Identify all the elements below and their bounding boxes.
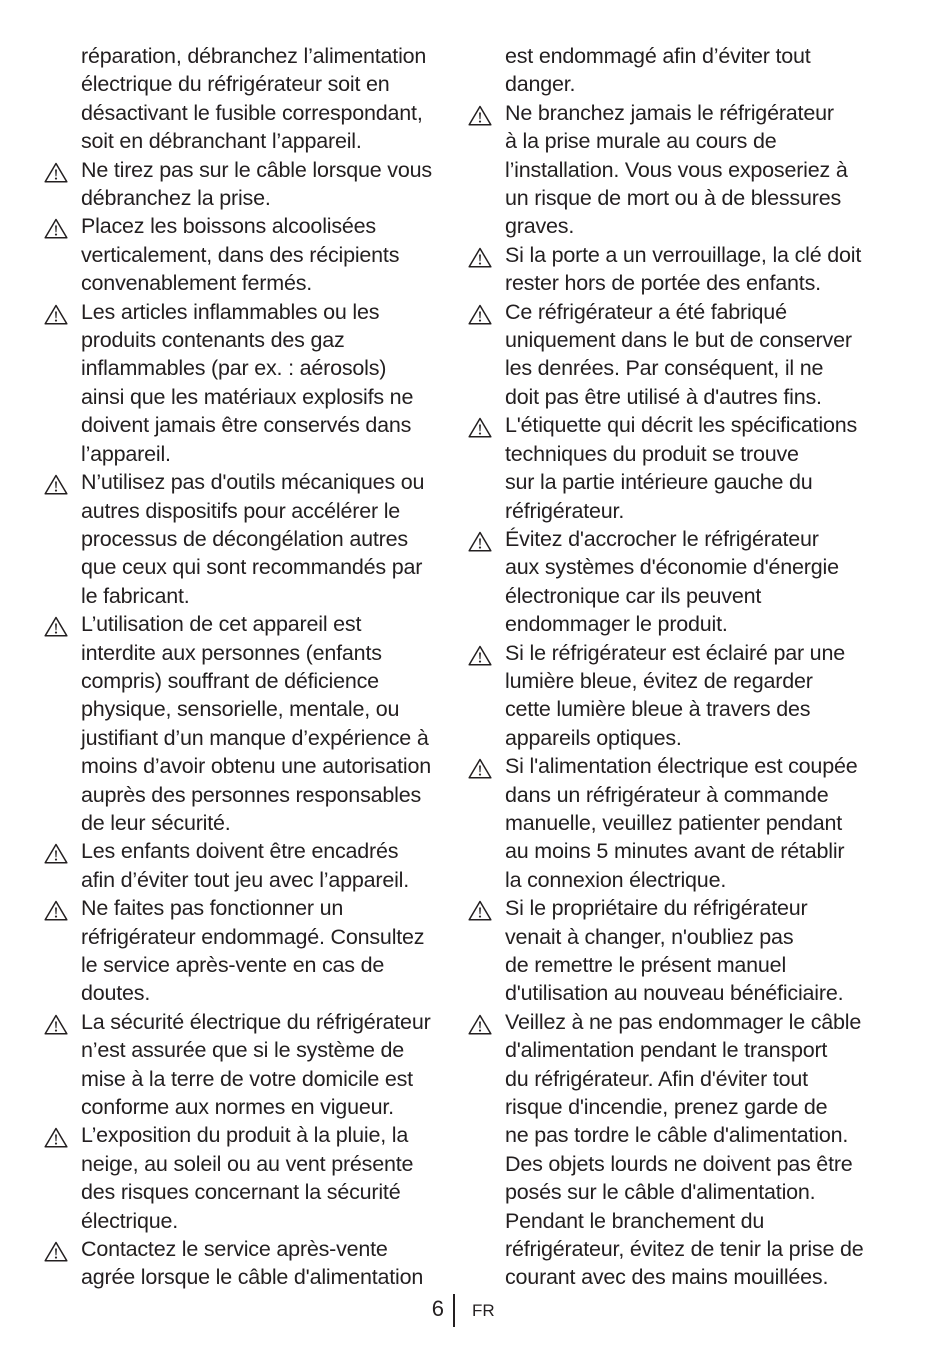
text-line: désactivant le fusible correspondant,	[81, 100, 423, 125]
text-line: mise à la terre de votre domicile est	[81, 1066, 413, 1091]
footer-divider	[453, 1294, 455, 1327]
text-line: lumière bleue, évitez de regarder	[505, 668, 813, 693]
text-line: ainsi que les matériaux explosifs ne	[81, 384, 414, 409]
warning-triangle-icon	[44, 1014, 68, 1035]
warning-triangle-icon	[44, 304, 68, 325]
text-line: L’utilisation de cet appareil est	[81, 612, 362, 637]
language-code: FR	[472, 1301, 495, 1320]
text-line: endommager le produit.	[505, 612, 728, 637]
text-line: rester hors de portée des enfants.	[505, 271, 821, 296]
text-line: du réfrigérateur. Afin d'éviter tout	[505, 1066, 808, 1091]
text-line: manuelle, veuillez patienter pendant	[505, 810, 843, 835]
warning-item	[468, 639, 878, 753]
text-line: doit pas être utilisé à d'autres fins.	[505, 384, 822, 409]
text-line: réparation, débranchez l’alimentation	[81, 44, 427, 68]
text-line: danger.	[505, 72, 576, 97]
page-footer	[0, 1294, 950, 1330]
text-line: Ne tirez pas sur le câble lorsque vous	[81, 157, 432, 182]
text-line: de remettre le présent manuel	[505, 953, 787, 977]
warning-triangle-icon	[44, 616, 68, 637]
text-line: L'étiquette qui décrit les spécifications	[505, 413, 858, 438]
text-line: Si le propriétaire du réfrigérateur	[505, 896, 808, 921]
warning-item	[468, 411, 878, 525]
text-line: Placez les boissons alcoolisées	[81, 214, 376, 239]
text-line: n’est assurée que si le système de	[81, 1038, 405, 1063]
text-line: ne pas tordre le câble d'alimentation.	[505, 1123, 849, 1148]
warning-item	[44, 1235, 444, 1292]
warning-triangle-icon	[44, 900, 68, 921]
text-line: processus de décongélation autres	[81, 526, 408, 551]
text-line: venait à changer, n'oubliez pas	[505, 924, 794, 949]
warning-item	[44, 468, 444, 610]
text-line: réfrigérateur, évitez de tenir la prise de	[505, 1237, 864, 1262]
text-line: produits contenants des gaz	[81, 328, 345, 353]
warning-item	[468, 1008, 878, 1292]
left-column	[44, 42, 444, 1292]
continued-text	[468, 42, 878, 99]
text-line: Ne faites pas fonctionner un	[81, 896, 344, 921]
text-line: conforme aux normes en vigueur.	[81, 1095, 394, 1120]
text-line: afin d’éviter tout jeu avec l’appareil.	[81, 867, 410, 892]
text-line: au moins 5 minutes avant de rétablir	[505, 839, 845, 864]
text-line: l’appareil.	[81, 441, 171, 466]
text-line: Si le réfrigérateur est éclairé par une	[505, 640, 845, 665]
text-line: inflammables (par ex. : aérosols)	[81, 356, 387, 381]
warning-triangle-icon	[44, 474, 68, 495]
text-line: les denrées. Par conséquent, il ne	[505, 356, 824, 381]
text-line: à la prise murale au cours de	[505, 129, 777, 154]
text-line: compris) souffrant de déficience	[81, 668, 379, 693]
text-line: le service après-vente en cas de	[81, 953, 385, 977]
text-line: débranchez la prise.	[81, 186, 271, 211]
text-line: électrique du réfrigérateur soit en	[81, 72, 390, 97]
text-line: auprès des personnes responsables	[81, 782, 422, 807]
text-line: réfrigérateur endommagé. Consultez	[81, 924, 425, 949]
text-line: graves.	[505, 214, 575, 239]
text-line: physique, sensorielle, mentale, ou	[81, 697, 400, 722]
text-line: est endommagé afin d’éviter tout	[505, 44, 811, 68]
text-line: N’utilisez pas d'outils mécaniques ou	[81, 470, 425, 495]
warning-triangle-icon	[468, 645, 492, 666]
text-line: de leur sécurité.	[81, 810, 231, 835]
text-line: Ne branchez jamais le réfrigérateur	[505, 100, 834, 125]
text-line: Si la porte a un verrouillage, la clé doit	[505, 242, 862, 267]
text-line: La sécurité électrique du réfrigérateur	[81, 1009, 431, 1034]
text-line: autres dispositifs pour accélérer le	[81, 498, 401, 523]
warning-triangle-icon	[468, 417, 492, 438]
text-line: le fabricant.	[81, 583, 190, 608]
text-line: que ceux qui sont recommandés par	[81, 555, 423, 580]
warning-item	[468, 894, 878, 1008]
text-line: Ce réfrigérateur a été fabriqué	[505, 299, 787, 324]
text-line: électrique.	[81, 1208, 178, 1233]
text-line: Les enfants doivent être encadrés	[81, 839, 399, 864]
text-line: Contactez le service après-vente	[81, 1237, 388, 1262]
text-line: aux systèmes d'économie d'énergie	[505, 555, 839, 580]
warning-item	[44, 298, 444, 468]
text-line: justifiant d’un manque d’expérience à	[81, 725, 429, 750]
warning-triangle-icon	[44, 1241, 68, 1262]
text-line: d'alimentation pendant le transport	[505, 1038, 828, 1063]
text-line: Veillez à ne pas endommager le câble	[505, 1009, 862, 1034]
text-line: convenablement fermés.	[81, 271, 313, 296]
warning-item	[44, 894, 444, 1008]
text-line: appareils optiques.	[505, 725, 682, 750]
continued-text	[44, 42, 444, 156]
text-line: soit en débranchant l’appareil.	[81, 129, 362, 154]
warning-item	[468, 298, 878, 412]
warning-item	[44, 610, 444, 837]
warning-triangle-icon	[44, 218, 68, 239]
text-line: Des objets lourds ne doivent pas être	[505, 1151, 853, 1176]
warning-item	[468, 241, 878, 298]
page-number: 6	[431, 1296, 444, 1321]
text-line: l’installation. Vous vous exposeriez à	[505, 157, 848, 182]
warning-triangle-icon	[44, 162, 68, 183]
text-line: uniquement dans le but de conserver	[505, 328, 852, 353]
text-line: techniques du produit se trouve	[505, 441, 799, 466]
text-line: L’exposition du produit à la pluie, la	[81, 1123, 409, 1148]
warning-triangle-icon	[468, 531, 492, 552]
warning-triangle-icon	[468, 105, 492, 126]
warning-triangle-icon	[44, 1127, 68, 1148]
text-line: Évitez d'accrocher le réfrigérateur	[505, 526, 819, 551]
warning-triangle-icon	[468, 247, 492, 268]
warning-triangle-icon	[44, 843, 68, 864]
text-line: moins d’avoir obtenu une autorisation	[81, 754, 431, 779]
warning-item	[468, 525, 878, 639]
warning-item	[468, 752, 878, 894]
text-line: sur la partie intérieure gauche du	[505, 470, 813, 495]
text-line: interdite aux personnes (enfants	[81, 640, 382, 665]
text-line: d'utilisation au nouveau bénéficiaire.	[505, 981, 844, 1006]
warning-triangle-icon	[468, 304, 492, 325]
text-line: doutes.	[81, 981, 151, 1006]
warning-triangle-icon	[468, 900, 492, 921]
text-line: verticalement, dans des récipients	[81, 242, 400, 267]
text-line: la connexion électrique.	[505, 867, 727, 892]
warning-triangle-icon	[468, 1014, 492, 1035]
text-line: un risque de mort ou à de blessures	[505, 186, 842, 211]
text-line: Les articles inflammables ou les	[81, 299, 380, 324]
text-line: électronique car ils peuvent	[505, 583, 762, 608]
warning-item	[44, 156, 444, 213]
warning-item	[44, 1008, 444, 1122]
warning-item	[44, 212, 444, 297]
text-line: posés sur le câble d'alimentation.	[505, 1180, 816, 1205]
text-line: réfrigérateur.	[505, 498, 625, 523]
text-line: courant avec des mains mouillées.	[505, 1265, 829, 1290]
warning-item	[44, 1121, 444, 1235]
text-line: cette lumière bleue à travers des	[505, 697, 811, 722]
text-line: risque d'incendie, prenez garde de	[505, 1095, 828, 1120]
warning-triangle-icon	[468, 758, 492, 779]
text-line: doivent jamais être conservés dans	[81, 413, 412, 438]
text-line: agrée lorsque le câble d'alimentation	[81, 1265, 424, 1290]
text-line: neige, au soleil ou au vent présente	[81, 1151, 414, 1176]
text-line: Pendant le branchement du	[505, 1208, 765, 1233]
text-line: des risques concernant la sécurité	[81, 1180, 401, 1205]
right-column	[468, 42, 878, 1292]
text-line: dans un réfrigérateur à commande	[505, 782, 829, 807]
warning-item	[468, 99, 878, 241]
warning-item	[44, 837, 444, 894]
text-line: Si l'alimentation électrique est coupée	[505, 754, 858, 779]
